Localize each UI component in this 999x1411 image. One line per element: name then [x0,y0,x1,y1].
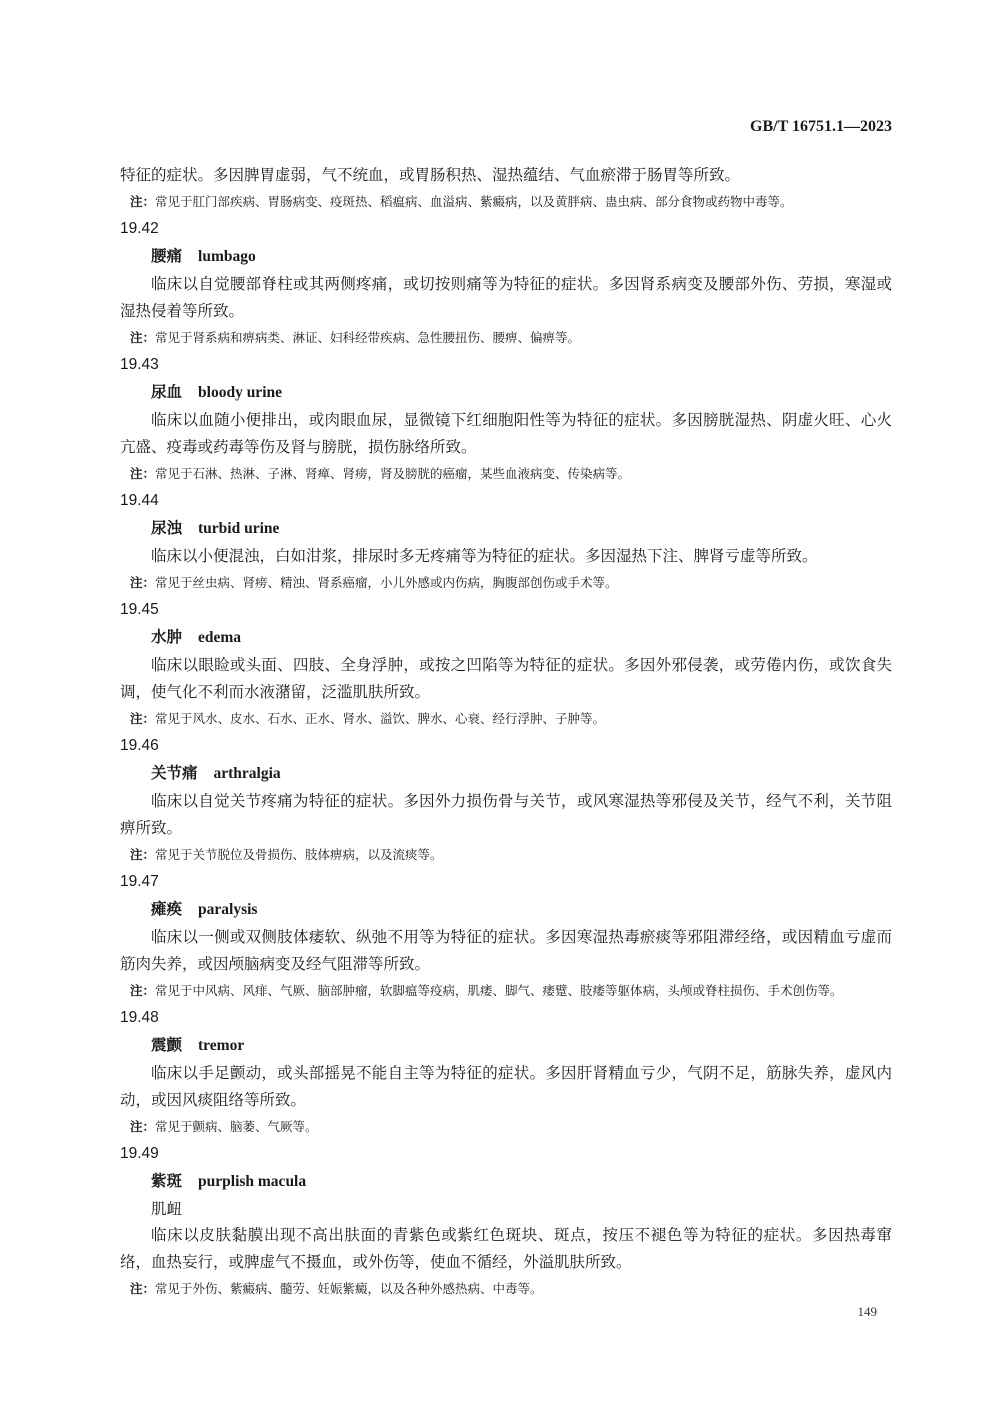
continued-note [120,191,892,212]
entry-note [120,980,892,1001]
note-text: 常见于石淋、热淋、子淋、肾瘅、肾痨，肾及膀胱的癌瘤，某些血液病变、传染病等。 [155,466,631,481]
term-zh: 紫斑 [151,1171,183,1190]
note-label: 注： [130,1119,156,1134]
entry-definition: 临床以小便混浊，白如泔浆，排尿时多无疼痛等为特征的症状。多因湿热下注、脾肾亏虚等所致。 [151,547,818,565]
term-zh: 震颤 [151,1035,183,1054]
entry-term [120,1167,892,1196]
entry-number: 19.48 [120,1009,159,1026]
entry-definition: 临床以手足颤动，或头部摇晃不能自主等为特征的症状。多因肝肾精血亏少，气阴不足，筋脉失养，虚风内动，或因风痰阻络等所致。 [120,1064,892,1109]
entry-19-44 [120,488,892,593]
entry-number: 19.47 [120,873,159,890]
entry-term [120,759,892,788]
note-label: 注： [130,1281,156,1296]
entry-number: 19.43 [120,356,159,373]
entry-note [120,1116,892,1137]
note-label: 注： [130,330,156,345]
term-en: lumbago [198,248,256,265]
term-en: paralysis [198,901,258,918]
term-zh: 尿血 [151,382,183,401]
entry-term [120,895,892,924]
term-zh: 水肿 [151,627,183,646]
note-label: 注： [130,575,156,590]
note-label: 注： [130,847,156,862]
term-en: purplish macula [198,1173,307,1190]
entry-alt-term: 肌衄 [151,1200,183,1218]
note-label: 注： [130,983,156,998]
entry-note [120,463,892,484]
note-text: 常见于中风病、风痱、气厥、脑部肿瘤，软脚瘟等疫病，肌痿、脚气、痿躄、肢痿等躯体病，头颅或脊柱损伤、手术创伤等。 [155,983,843,998]
entry-note [120,1278,892,1299]
note-text: 常见于肛门部疾病、胃肠病变、疫斑热、稻瘟病、血溢病、紫癜病，以及黄胖病、蛊虫病、部分食物或药物中毒等。 [155,194,793,209]
entry-number: 19.46 [120,737,159,754]
entry-19-42 [120,216,892,348]
term-zh: 关节痛 [151,763,198,782]
term-en: edema [198,629,242,646]
entry-definition: 临床以自觉腰部脊柱或其两侧疼痛，或切按则痛等为特征的症状。多因肾系病变及腰部外伤、劳损，寒湿或湿热侵着等所致。 [120,275,892,320]
term-zh: 尿浊 [151,518,183,537]
entry-note [120,572,892,593]
page-number: 149 [857,1304,877,1319]
entry-19-45 [120,597,892,729]
note-text: 常见于颤病、脑萎、气厥等。 [155,1119,318,1134]
entry-term [120,514,892,543]
entry-term [120,242,892,271]
page-content [120,162,892,1303]
entry-note [120,708,892,729]
entry-19-46 [120,733,892,865]
note-text: 常见于风水、皮水、石水、正水、肾水、溢饮、脾水、心衰、经行浮肿、子肿等。 [155,711,606,726]
standard-code: GB/T 16751.1—2023 [750,118,892,135]
entry-note [120,844,892,865]
term-zh: 瘫痪 [151,899,183,918]
entry-term [120,1031,892,1060]
entry-19-49 [120,1141,892,1299]
entry-number: 19.44 [120,492,159,509]
note-text: 常见于丝虫病、肾痨、精浊、肾系癌瘤，小儿外感或内伤病，胸腹部创伤或手术等。 [155,575,618,590]
entry-definition: 临床以自觉关节疼痛为特征的症状。多因外力损伤骨与关节，或风寒湿热等邪侵及关节，经气不利，关节阻痹所致。 [120,792,892,837]
note-text: 常见于肾系病和痹病类、淋证、妇科经带疾病、急性腰扭伤、腰痹、偏痹等。 [155,330,581,345]
term-en: tremor [198,1037,245,1054]
entry-19-48 [120,1005,892,1137]
note-text: 常见于关节脱位及骨损伤、肢体痹病，以及流痰等。 [155,847,443,862]
entry-term [120,623,892,652]
entry-definition: 临床以眼睑或头面、四肢、全身浮肿，或按之凹陷等为特征的症状。多因外邪侵袭，或劳倦内伤，或饮食失调，使气化不利而水液潴留，泛滥肌肤所致。 [120,656,892,701]
note-label: 注： [130,466,156,481]
entry-definition: 临床以血随小便排出，或肉眼血尿，显微镜下红细胞阳性等为特征的症状。多因膀胱湿热、阴虚火旺、心火亢盛、疫毒或药毒等伤及肾与膀胱，损伤脉络所致。 [120,411,892,456]
entry-number: 19.45 [120,601,159,618]
note-text: 常见于外伤、紫癜病、髓劳、妊娠紫癜，以及各种外感热病、中毒等。 [155,1281,543,1296]
entry-number: 19.42 [120,220,159,237]
term-en: bloody urine [198,384,282,401]
term-zh: 腰痛 [151,246,183,265]
entry-note [120,327,892,348]
entry-term [120,378,892,407]
continued-definition: 特征的症状。多因脾胃虚弱，气不统血，或胃肠积热、湿热蕴结、气血瘀滞于肠胃等所致。 [120,166,741,184]
note-label: 注： [130,711,156,726]
term-en: turbid urine [198,520,280,537]
entry-definition: 临床以一侧或双侧肢体痿软、纵弛不用等为特征的症状。多因寒湿热毒瘀痰等邪阻滞经络，或因精血亏虚而筋肉失养，或因颅脑病变及经气阻滞等所致。 [120,928,892,973]
entry-definition: 临床以皮肤黏膜出现不高出肤面的青紫色或紫红色斑块、斑点，按压不褪色等为特征的症状。多因热毒窜络，血热妄行，或脾虚气不摄血，或外伤等，使血不循经，外溢肌肤所致。 [120,1226,892,1271]
note-label: 注： [130,194,156,209]
entry-number: 19.49 [120,1145,159,1162]
entry-19-43 [120,352,892,484]
entry-19-47 [120,869,892,1001]
term-en: arthralgia [213,765,281,782]
